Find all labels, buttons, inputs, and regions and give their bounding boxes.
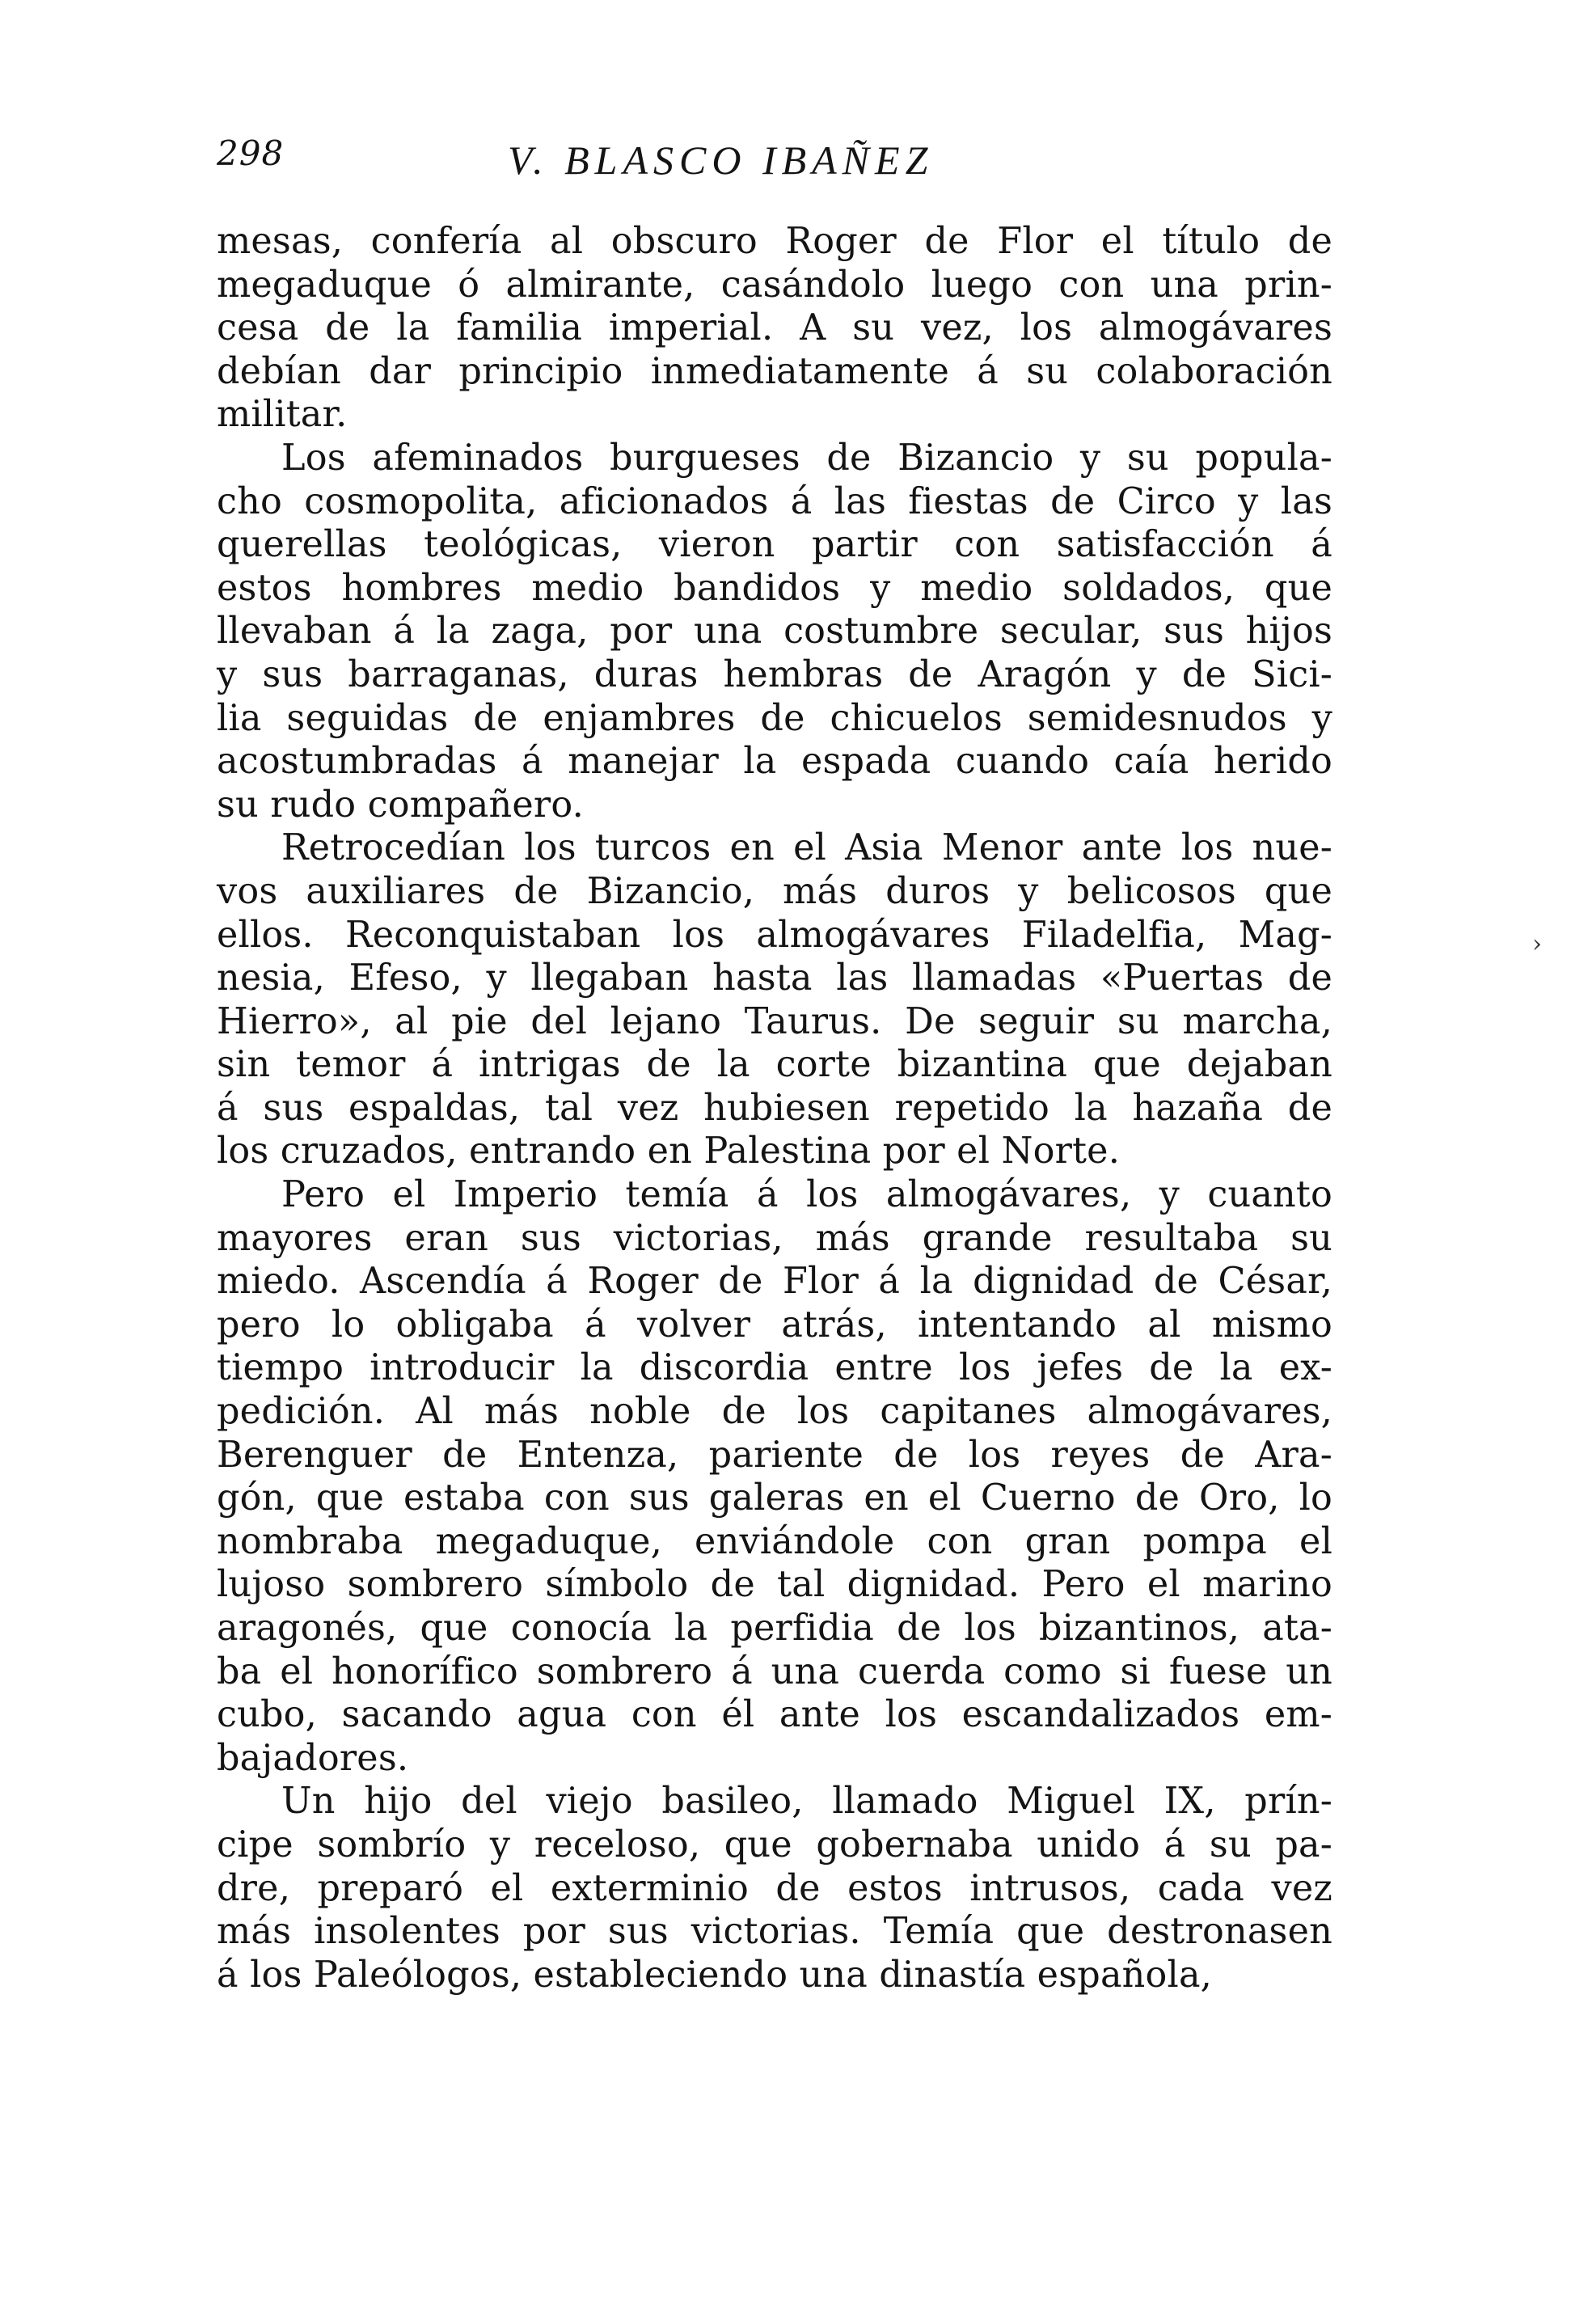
text-line: Los afeminados burgueses de Bizancio y su popula- <box>281 437 1332 479</box>
text-line: y sus barraganas, duras hembras de Aragón y de Sici- <box>217 653 1332 695</box>
text-line: querellas teológicas, vieron partir con satisfacción á <box>217 524 1332 566</box>
text-line: ba el honorífico sombrero á una cuerda como si fuese un <box>217 1650 1332 1692</box>
text-line: pero lo obligaba á volver atrás, intentando al mismo <box>217 1304 1332 1346</box>
text-line: vos auxiliares de Bizancio, más duros y belicosos que <box>217 870 1332 912</box>
text-line: llevaban á la zaga, por una costumbre secular, sus hijos <box>217 611 1332 653</box>
page-number: 298 <box>217 133 285 173</box>
margin-mark: › <box>1532 930 1542 958</box>
paragraph <box>217 1173 1332 1780</box>
text-line: cho cosmopolita, aficionados á las fiestas de Circo y las <box>217 480 1332 522</box>
text-line: nesia, Efeso, y llegaban hasta las llamadas «Puertas de <box>217 957 1332 999</box>
paragraph <box>217 220 1332 437</box>
text-line: mesas, confería al obscuro Roger de Flor el título de <box>217 221 1332 262</box>
running-head: V. BLASCO IBAÑEZ <box>508 137 934 183</box>
text-line: mayores eran sus victorias, más grande resultaba su <box>217 1217 1332 1259</box>
text-line: á los Paleólogos, estableciendo una dinastía española, <box>217 1954 1213 1996</box>
text-line: miedo. Ascendía á Roger de Flor á la dignidad de César, <box>217 1261 1332 1303</box>
text-line: su rudo compañero. <box>217 784 584 826</box>
text-line: á sus espaldas, tal vez hubiesen repetido la hazaña de <box>217 1087 1332 1129</box>
text-line: dre, preparó el exterminio de estos intrusos, cada vez <box>217 1867 1332 1909</box>
text-line: aragonés, que conocía la perfidia de los bizantinos, ata- <box>217 1608 1332 1649</box>
text-line: cubo, sacando agua con él ante los escandalizados em- <box>217 1694 1332 1736</box>
text-line: sin temor á intrigas de la corte bizantina que dejaban <box>217 1044 1332 1086</box>
text-line: estos hombres medio bandidos y medio soldados, que <box>217 567 1332 609</box>
text-line: cipe sombrío y receloso, que gobernaba unido á su pa- <box>217 1823 1332 1866</box>
paragraph <box>217 437 1332 826</box>
text-line: gón, que estaba con sus galeras en el Cuerno de Oro, lo <box>217 1477 1332 1519</box>
text-line: debían dar principio inmediatamente á su colaboración <box>217 350 1332 392</box>
text-line: tiempo introducir la discordia entre los jefes de la ex- <box>217 1347 1332 1389</box>
text-line: los cruzados, entrando en Palestina por el Norte. <box>217 1130 1121 1173</box>
text-line: acostumbradas á manejar la espada cuando caía herido <box>217 741 1332 783</box>
text-line: bajadores. <box>217 1737 409 1779</box>
paragraph <box>217 1780 1332 1997</box>
text-line: nombraba megaduque, enviándole con gran pompa el <box>217 1520 1332 1562</box>
page-header <box>217 133 1332 190</box>
text-line: pedición. Al más noble de los capitanes almogávares, <box>217 1391 1332 1433</box>
text-line: lia seguidas de enjambres de chicuelos semidesnudos y <box>217 697 1332 739</box>
text-line: Un hijo del viejo basileo, llamado Miguel IX, prín- <box>281 1781 1332 1823</box>
text-line: Berenguer de Entenza, pariente de los reyes de Ara- <box>217 1434 1332 1476</box>
text-line: más insolentes por sus victorias. Temía que destronasen <box>217 1911 1332 1953</box>
text-line: Retrocedían los turcos en el Asia Menor ante los nue- <box>281 827 1332 869</box>
text-line: militar. <box>217 394 348 436</box>
text-line: megaduque ó almirante, casándolo luego con una prin- <box>217 264 1332 306</box>
text-line: lujoso sombrero símbolo de tal dignidad. Pero el marino <box>217 1564 1332 1606</box>
text-line: Pero el Imperio temía á los almogávares, y cuanto <box>281 1174 1332 1216</box>
body-text <box>217 220 1332 1997</box>
text-line: ellos. Reconquistaban los almogávares Filadelfia, Mag- <box>217 914 1332 956</box>
text-line: Hierro», al pie del lejano Taurus. De seguir su marcha, <box>217 1000 1332 1042</box>
text-line: cesa de la familia imperial. A su vez, los almogávares <box>217 307 1332 349</box>
paragraph <box>217 826 1332 1173</box>
